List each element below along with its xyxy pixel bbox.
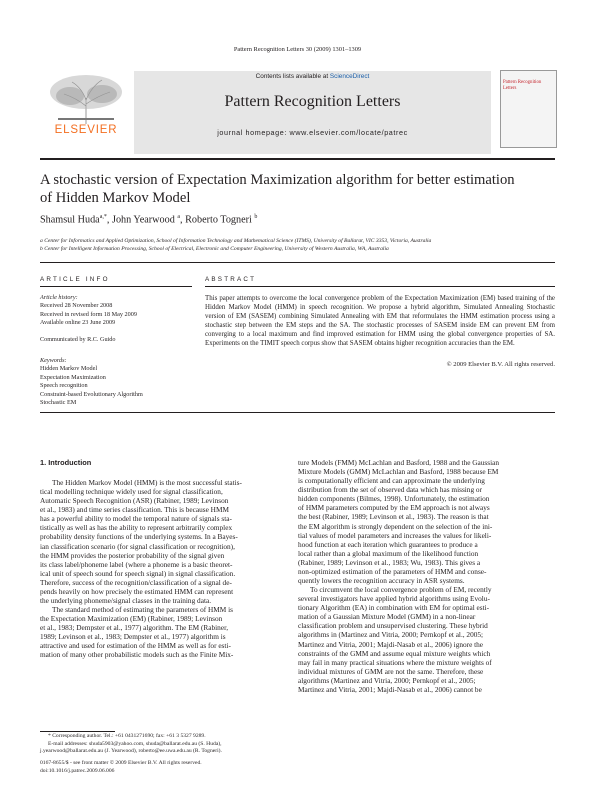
- communicated-by: Communicated by R.C. Guido: [40, 336, 116, 343]
- divider: [205, 286, 555, 287]
- footnote-rule: [40, 731, 115, 732]
- divider: [40, 286, 192, 287]
- author-list: Shamsul Huda$^{a,*}$, John Yearwood $^a$, Roberto Togneri $^b$: [40, 214, 258, 226]
- text-line: attractive and used for estimation of the HMM as well as for esti-: [40, 641, 231, 651]
- abstract-text: This paper attempts to overcome the local convergence problem of the Expectation Maximization (EM) based training of the Hidden Markov Model (HMM) in speech recognition. We propose a hybrid algorithm, Simulated Annealing Stochastic version of EM (SASEM) combining Simulated Annealing with EM that reformulates the HMM estimation process using a stochastic step between the EM steps and the SA. The stochastic processes of SASEM inside EM can prevent EM from converging to a local maximum and find improved estimation for HMM using the global convergence properties of SA. Experiments on the TIMIT speech corpus show that SASEM obtains higher recognition accuracies than the EM.: [205, 295, 555, 348]
- text-line: hood function at each iteration which guarantees to produce a: [298, 539, 478, 549]
- divider: [40, 262, 555, 263]
- publisher-logo-text: ELSEVIER: [54, 124, 118, 136]
- doi-link[interactable]: doi:10.1016/j.patrec.2009.06.006: [40, 768, 115, 774]
- text-line: tistically as well as has the ability to represent arbitrarily complex: [40, 523, 233, 533]
- footnote: * Corresponding author. Tel.: +61 0431271690; fax: +61 3 5327 9289. E-mail addresses: shuda5903@yahoo.com, shuda@ballarat.edu.au (S. Huda), j.yearwood@ballarat.edu.au (J. Yearwood), roberto@ee.uwa.edu.au (R. Togneri).: [40, 733, 222, 755]
- article-title: A stochastic version of Expectation Maximization algorithm for better estimation of Hidden Markov Model: [40, 172, 515, 206]
- affiliation-a: a Center for Informatics and Applied Optimization, School of Information Technology and Mathematical Science (ITMS), University of Ballarat, VIC 3353, Victoria, Australia: [40, 238, 432, 244]
- text-line: Martinez and Vitria, 2001; Majdi-Nasab et al., 2006) ignore the: [298, 639, 484, 649]
- text-line: hidden components (Bilmes, 1998). Unfortunately, the estimation: [298, 494, 490, 504]
- text-line: the HMM provides the posterior probability of the signal given: [40, 550, 225, 560]
- text-line: ture Models (FMM) McLachlan and Basford, 1988 and the Gaussian: [298, 458, 500, 467]
- text-line: quently lowers the recognition accuracy in ASR systems.: [298, 576, 465, 586]
- text-line: classification problem and unsupervised clustering. These hybrid: [298, 621, 488, 631]
- text-line: constraints of the GMM and assume equal mixture weights which: [298, 648, 491, 658]
- issn-line: 0167-8655/$ - see front matter © 2009 Elsevier B.V. All rights reserved.: [40, 760, 202, 766]
- text-line: algorithms in (Martinez and Vitria, 2000; Pernkopf et al., 2005;: [298, 630, 484, 640]
- text-line: the best (Rabiner, 1989; Levinson et al., 1983). The reason is that: [298, 512, 489, 522]
- text-line: probability density functions of the underlying systems. In a Bayes-: [40, 532, 238, 542]
- text-line: ical unit of speech sound for speech signal) in signal classification.: [40, 568, 236, 578]
- text-line: may fail in many practical situations where the mixture weights of: [298, 657, 492, 667]
- text-line: local rather than a global maximum of the likelihood function: [298, 548, 479, 558]
- affiliation-b: b Center for Intelligent Information Processing, School of Electrical, Electronic and Computer Engineering, University of Western Australia, WA, Australia: [40, 246, 389, 252]
- text-line: the EM algorithm is strongly dependent on the selection of the ini-: [298, 521, 493, 531]
- text-line: is computationally efficient and can approximate the underlying: [298, 476, 485, 486]
- section-heading: 1. Introduction: [40, 458, 92, 467]
- text-line: tionary Algorithm (EA) in combination with EM for optimal esti-: [298, 603, 490, 613]
- text-line: has a powerful ability to model the temporal nature of signals sta-: [40, 514, 232, 524]
- journal-reference: Pattern Recognition Letters 30 (2009) 1301–1309: [233, 46, 362, 53]
- text-line: Martinez and Vitria, 2001; Majdi-Nasab et al., 2006) cannot be: [298, 684, 482, 694]
- journal-homepage[interactable]: journal homepage: www.elsevier.com/locate/patrec: [217, 128, 408, 137]
- text-line: non-optimized estimation of the parameters of HMM and conse-: [298, 566, 487, 576]
- header-rule: [40, 158, 555, 160]
- body-column-right: [298, 458, 555, 694]
- text-line: et al., 1983; Dempster et al., 1977) algorithm. The EM (Rabiner,: [40, 623, 229, 633]
- text-line: tical modelling technique widely used for signal classification,: [40, 487, 223, 497]
- article-history: Article history: Received 28 November 2008 Received in revised form 18 May 2009 Available online 23 June 2009: [40, 294, 137, 327]
- text-line: the Expectation Maximization (EM) (Rabiner, 1989; Levinson: [40, 614, 223, 624]
- text-line: Automatic Speech Recognition (ASR) (Rabiner, 1989; Levinson: [40, 496, 229, 506]
- copyright-notice: © 2009 Elsevier B.V. All rights reserved.: [446, 361, 555, 368]
- text-line: mation of a Gaussian Mixture Model (GMM) in a non-linear: [298, 612, 476, 622]
- journal-name: Pattern Recognition Letters: [224, 93, 401, 110]
- text-line: To circumvent the local convergence problem of EM, recently: [310, 585, 492, 595]
- text-line: Mixture Models (GMM) McLachlan and Basford, 1988 because EM: [298, 467, 499, 477]
- divider: [40, 412, 555, 413]
- sciencedirect-link[interactable]: ScienceDirect: [329, 73, 370, 80]
- text-line: mation of many other probabilistic models such as the Finite Mix-: [40, 650, 234, 660]
- text-line: of HMM parameters computed by the EM approach is not always: [298, 503, 490, 513]
- text-line: tial values of model parameters and increases the values for likeli-: [298, 530, 492, 540]
- text-line: Therefore, success of the recognition/classification of a signal de-: [40, 577, 232, 587]
- text-line: (Rabiner, 1989; Levinson et al., 1983; Wu, 1983). This gives a: [298, 557, 481, 567]
- cover-title: Pattern Recognition Letters: [503, 80, 542, 91]
- text-line: The Hidden Markov Model (HMM) is the most successful statis-: [52, 478, 242, 487]
- text-line: the underlying phoneme/signal classes in the training data.: [40, 596, 212, 606]
- text-line: several investigators have applied hybrid algorithms using Evolu-: [298, 594, 490, 604]
- text-line: pends heavily on how precisely the estimated HMM can represent: [40, 586, 234, 596]
- text-line: The standard method of estimating the parameters of HMM is: [52, 605, 233, 615]
- contents-line: Contents lists available at ScienceDirect: [255, 73, 370, 80]
- text-line: 1989; Levinson et al., 1983; Dempster et al., 1977) algorithm is: [40, 632, 226, 642]
- text-line: ian classification scenario (for signal classification or recognition),: [40, 541, 235, 551]
- text-line: its class label/phoneme label (where a phoneme is a basic theoret-: [40, 559, 233, 569]
- article-info-heading: ARTICLE INFO: [40, 276, 110, 283]
- text-line: algorithms (Martinez and Vitria, 2000; Pernkopf et al., 2005;: [298, 675, 476, 685]
- keywords: Keywords: Hidden Markov Model Expectation Maximization Speech recognition Constraint-based Evolutionary Algorithm Stochastic EM: [40, 357, 143, 407]
- text-line: et al., 1983) and time series classification. This is because HMM: [40, 505, 229, 515]
- body-column-left: [40, 478, 297, 660]
- text-line: individual mixtures of GMM are not the same. Therefore, these: [298, 666, 484, 676]
- text-line: distribution from the set of observed data which has missing or: [298, 485, 483, 495]
- journal-banner: [134, 71, 491, 154]
- abstract-heading: ABSTRACT: [205, 276, 257, 283]
